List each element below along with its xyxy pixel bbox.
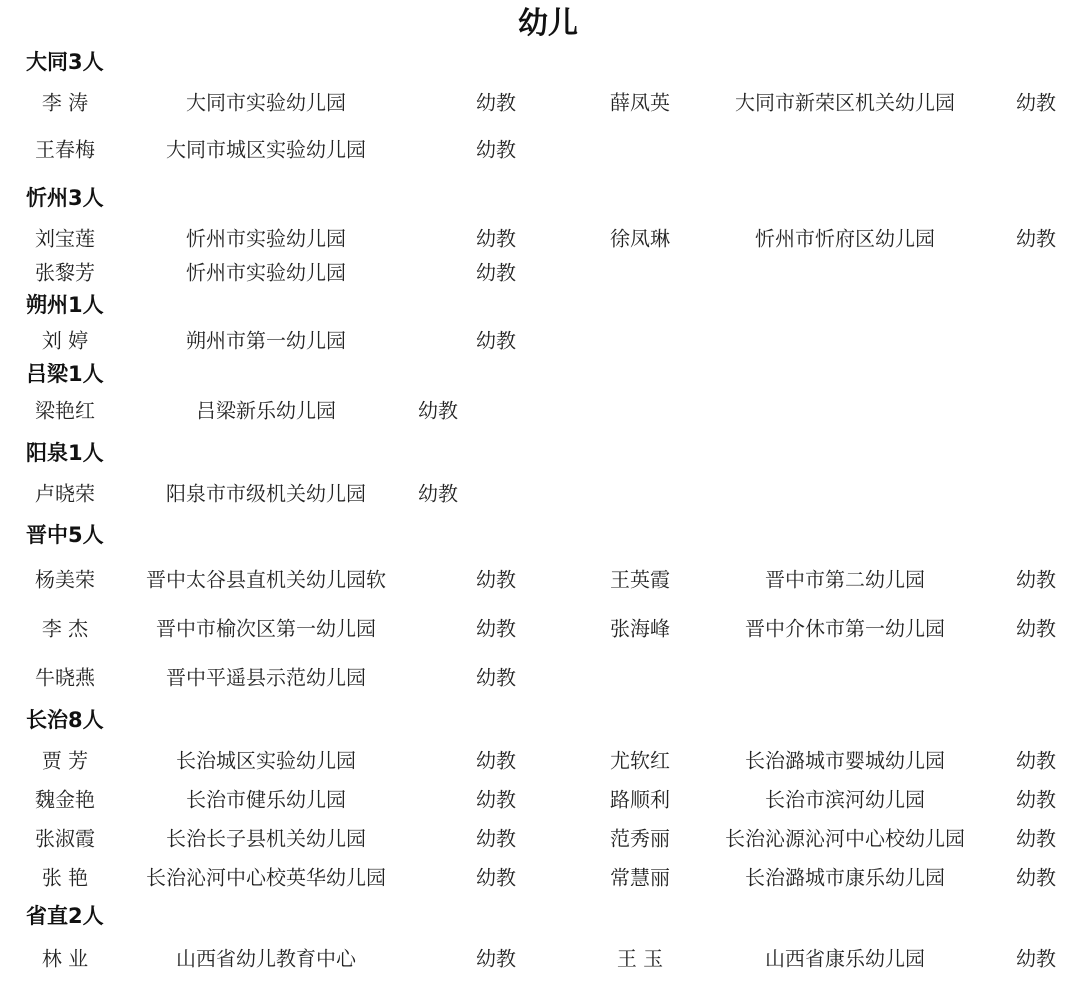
section-heading: 大同3人 [26,50,104,74]
role: 幼教 [1016,748,1056,773]
role: 幼教 [476,616,516,641]
person-name: 杨美荣 [35,567,95,592]
person-name: 王春梅 [35,137,95,162]
school-name: 山西省康乐幼儿园 [765,946,925,971]
role: 幼教 [476,826,516,851]
role: 幼教 [476,137,516,162]
person-name: 刘宝莲 [35,226,95,251]
school-name: 长治沁河中心校英华幼儿园 [146,865,386,890]
role: 幼教 [476,665,516,690]
person-name: 林 业 [41,946,89,971]
person-name: 魏金艳 [35,787,95,812]
school-name: 朔州市第一幼儿园 [186,328,346,353]
role: 幼教 [476,865,516,890]
role: 幼教 [476,787,516,812]
school-name: 吕梁新乐幼儿园 [196,398,336,423]
person-name: 张海峰 [610,616,670,641]
role: 幼教 [418,481,458,506]
section-heading: 阳泉1人 [26,441,104,465]
page-title: 幼儿 [518,6,578,41]
person-name: 徐凤琳 [610,226,670,251]
person-name: 张 艳 [41,865,89,890]
section-heading: 长治8人 [26,708,104,732]
role: 幼教 [476,748,516,773]
role: 幼教 [1016,787,1056,812]
section-heading: 吕梁1人 [26,362,104,386]
role: 幼教 [476,946,516,971]
person-name: 薛凤英 [610,90,670,115]
role: 幼教 [476,328,516,353]
section-heading: 省直2人 [26,904,104,928]
school-name: 晋中介休市第一幼儿园 [745,616,945,641]
school-name: 长治沁源沁河中心校幼儿园 [725,826,965,851]
person-name: 张黎芳 [35,260,95,285]
person-name: 李 杰 [41,616,89,641]
school-name: 忻州市忻府区幼儿园 [755,226,935,251]
person-name: 刘 婷 [41,328,89,353]
person-name: 张淑霞 [35,826,95,851]
school-name: 长治潞城市婴城幼儿园 [745,748,945,773]
section-heading: 晋中5人 [26,523,104,547]
person-name: 李 涛 [41,90,89,115]
school-name: 山西省幼儿教育中心 [176,946,356,971]
school-name: 大同市城区实验幼儿园 [166,137,366,162]
person-name: 路顺利 [610,787,670,812]
role: 幼教 [1016,567,1056,592]
role: 幼教 [1016,826,1056,851]
person-name: 常慧丽 [610,865,670,890]
school-name: 大同市实验幼儿园 [186,90,346,115]
school-name: 长治市滨河幼儿园 [765,787,925,812]
school-name: 大同市新荣区机关幼儿园 [735,90,955,115]
school-name: 晋中太谷县直机关幼儿园软 [146,567,386,592]
person-name: 贾 芳 [41,748,89,773]
role: 幼教 [1016,616,1056,641]
school-name: 忻州市实验幼儿园 [186,260,346,285]
role: 幼教 [1016,865,1056,890]
role: 幼教 [476,260,516,285]
school-name: 晋中市榆次区第一幼儿园 [156,616,376,641]
person-name: 尤软红 [610,748,670,773]
person-name: 牛晓燕 [35,665,95,690]
school-name: 长治潞城市康乐幼儿园 [745,865,945,890]
role: 幼教 [1016,226,1056,251]
person-name: 梁艳红 [35,398,95,423]
school-name: 长治长子县机关幼儿园 [166,826,366,851]
role: 幼教 [476,90,516,115]
role: 幼教 [476,567,516,592]
role: 幼教 [418,398,458,423]
section-heading: 忻州3人 [26,186,104,210]
role: 幼教 [1016,90,1056,115]
school-name: 忻州市实验幼儿园 [186,226,346,251]
section-heading: 朔州1人 [26,293,104,317]
person-name: 卢晓荣 [35,481,95,506]
person-name: 范秀丽 [610,826,670,851]
school-name: 长治市健乐幼儿园 [186,787,346,812]
school-name: 阳泉市市级机关幼儿园 [166,481,366,506]
role: 幼教 [476,226,516,251]
person-name: 王 玉 [616,946,664,971]
school-name: 晋中平遥县示范幼儿园 [166,665,366,690]
school-name: 长治城区实验幼儿园 [176,748,356,773]
school-name: 晋中市第二幼儿园 [765,567,925,592]
person-name: 王英霞 [610,567,670,592]
role: 幼教 [1016,946,1056,971]
